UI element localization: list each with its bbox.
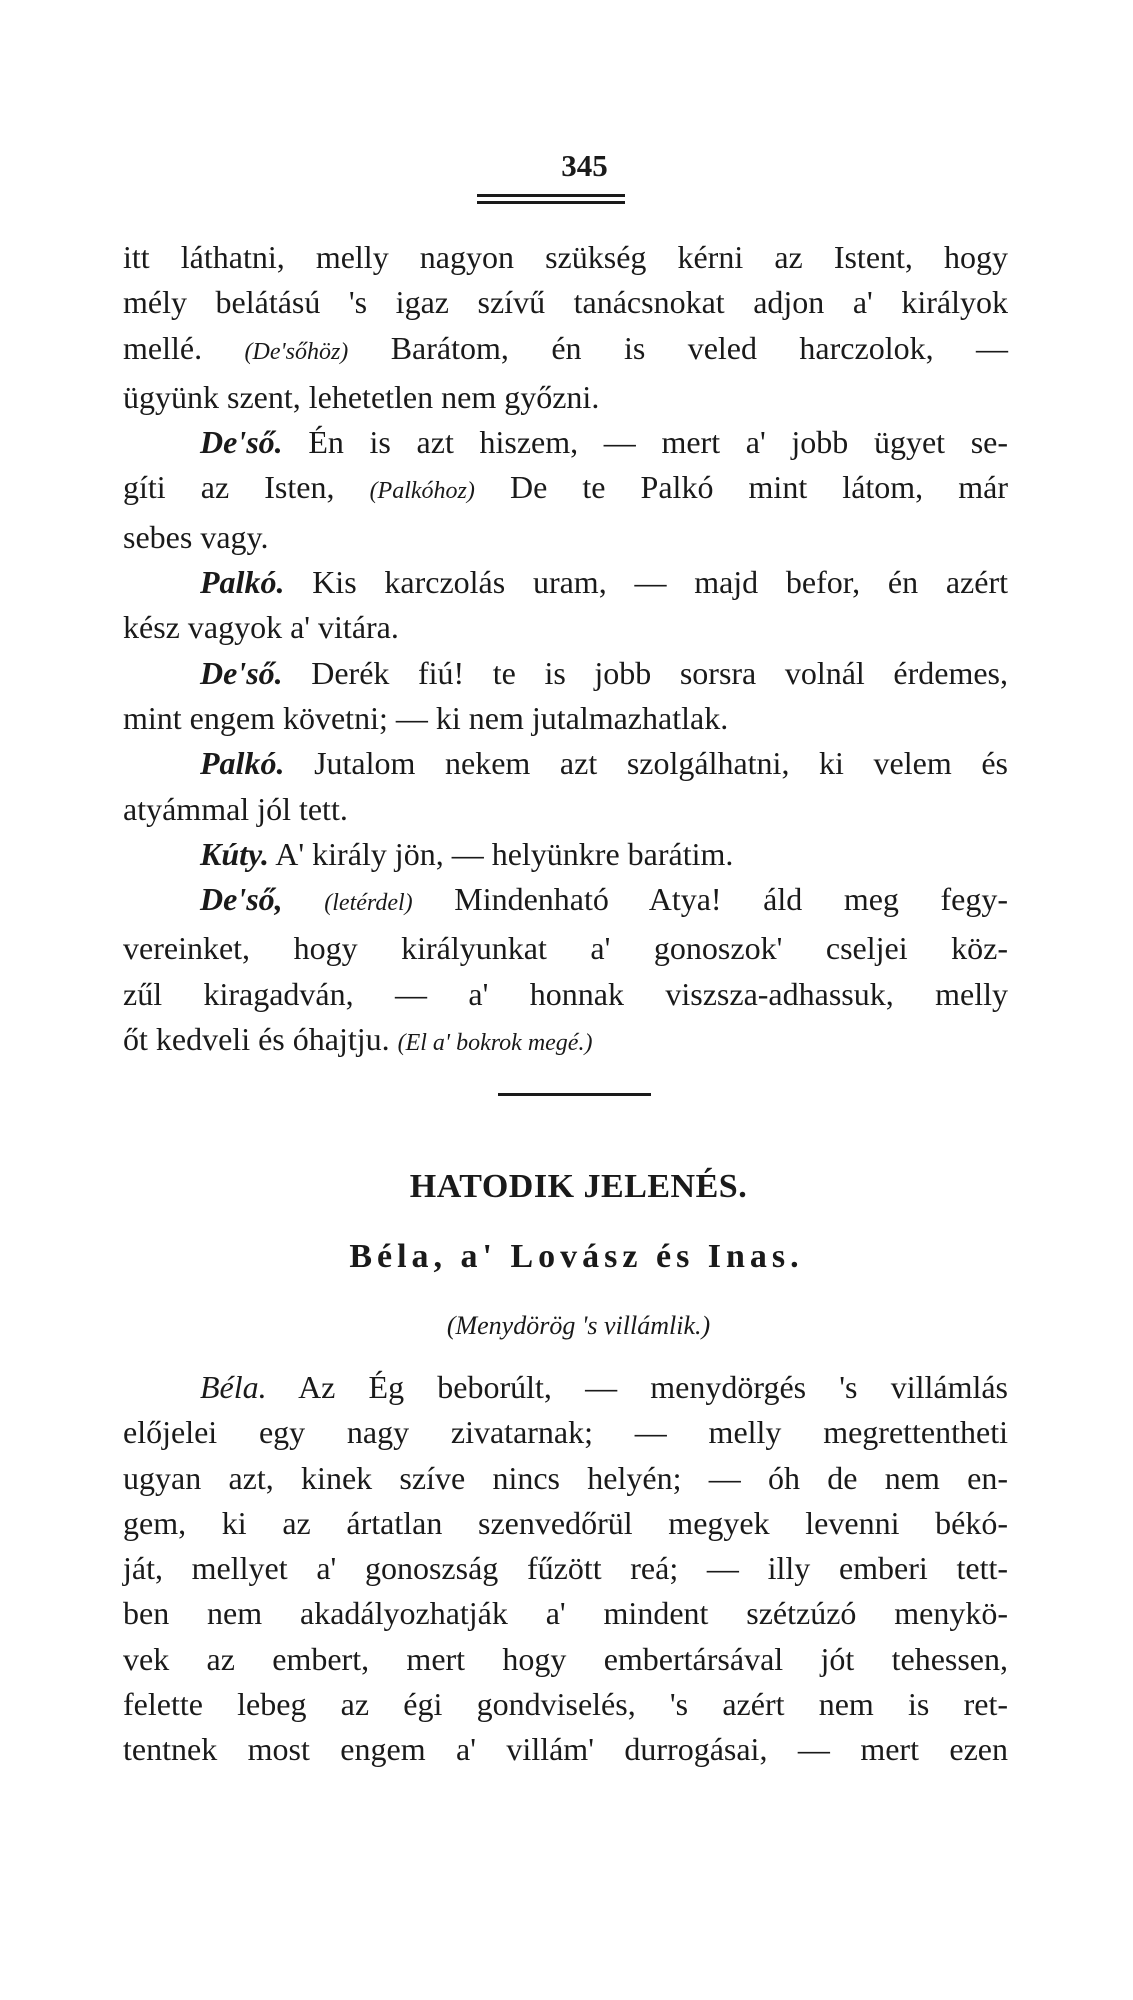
text-line: ügyünk szent, lehetetlen nem győzni. <box>123 378 600 415</box>
text-line: őt kedveli és óhajtju. (El a' bokrok megé.) <box>123 1021 593 1058</box>
text-line: Kúty. A' király jön, — helyünkre barátim. <box>200 835 734 872</box>
text-line: De'ső. Derék fiú! te is jobb sorsra volnál érdemes, <box>200 654 1008 691</box>
text-line: vereinket, hogy királyunkat a' gonoszok' cseljei köz- <box>123 930 1008 967</box>
page-number: 345 <box>561 148 608 183</box>
speaker-name: De'ső, <box>200 881 283 918</box>
text-line: kész vagyok a' vitára. <box>123 609 399 646</box>
speaker-name: De'ső. <box>200 424 283 461</box>
text-line: Palkó. Kis karczolás uram, — majd befor, én azért <box>200 564 1009 601</box>
speaker-name: Palkó. <box>200 745 285 782</box>
text-line: De'ső, (letérdel) Mindenható Atya! áld meg fegy- <box>200 881 1009 918</box>
text-line: sebes vagy. <box>123 518 269 555</box>
text-line: mint engem követni; — ki nem jutalmazhatlak. <box>123 699 729 736</box>
text-line: gem, ki az ártatlan szenvedőrül megyek levenni békó- <box>123 1504 1008 1541</box>
text-line: Palkó. Jutalom nekem azt szolgálhatni, ki velem és <box>200 745 1009 782</box>
stage-direction: (De'sőhöz) <box>244 338 349 365</box>
dialogue-block-2 <box>123 1365 1008 1773</box>
text-line: ját, mellyet a' gonoszság fűzött reá; — illy emberi tett- <box>123 1550 1008 1587</box>
text-line: itt láthatni, melly nagyon szükség kérni az Istent, hogy <box>123 239 1008 275</box>
text-line: atyámmal jól tett. <box>123 790 348 827</box>
section-divider <box>498 1093 651 1096</box>
scene-title: HATODIK JELENÉS. <box>409 1168 748 1205</box>
text-line: Béla. Az Ég beborúlt, — menydörgés 's villámlás <box>200 1369 1009 1405</box>
scene-cast: Béla, a' Lovász és Inas. <box>349 1238 804 1275</box>
text-line: előjelei egy nagy zivatarnak; — melly megrettentheti <box>123 1414 1008 1451</box>
stage-direction: (letérdel) <box>324 890 413 917</box>
text-line: mély belátású 's igaz szívű tanácsnokat adjon a' királyok <box>123 284 1008 321</box>
text-line: felette lebeg az égi gondviselés, 's azért nem is ret- <box>123 1686 1008 1723</box>
speaker-name: De'ső. <box>200 654 283 691</box>
speaker-name: Palkó. <box>200 564 285 601</box>
text-line: tentnek most engem a' villám' durrogásai, — mert ezen <box>123 1731 1008 1768</box>
stage-direction: (El a' bokrok megé.) <box>397 1030 593 1057</box>
header-double-rule <box>477 194 625 204</box>
text-line: zűl kiragadván, — a' honnak viszsza-adhassuk, melly <box>123 975 1008 1012</box>
text-line: De'ső. Én is azt hiszem, — mert a' jobb ügyet se- <box>200 424 1009 461</box>
text-line: ben nem akadályozhatják a' mindent szétzúzó menykö- <box>123 1595 1008 1632</box>
text-line: ugyan azt, kinek szíve nincs helyén; — óh de nem en- <box>123 1459 1008 1496</box>
scene-stage-direction: (Menydörög 's villámlik.) <box>446 1311 711 1340</box>
speaker-name: Béla. <box>200 1369 267 1405</box>
text-line: gíti az Isten, (Palkóhoz) De te Palkó mint látom, már <box>123 469 1009 506</box>
stage-direction: (Palkóhoz) <box>369 478 475 505</box>
text-line: mellé. (De'sőhöz) Barátom, én is veled harczolok, — <box>123 329 1008 366</box>
dialogue-block-1 <box>123 235 1008 1066</box>
text-line: vek az embert, mert hogy embertársával jót tehessen, <box>123 1640 1008 1677</box>
speaker-name: Kúty. <box>200 835 270 872</box>
